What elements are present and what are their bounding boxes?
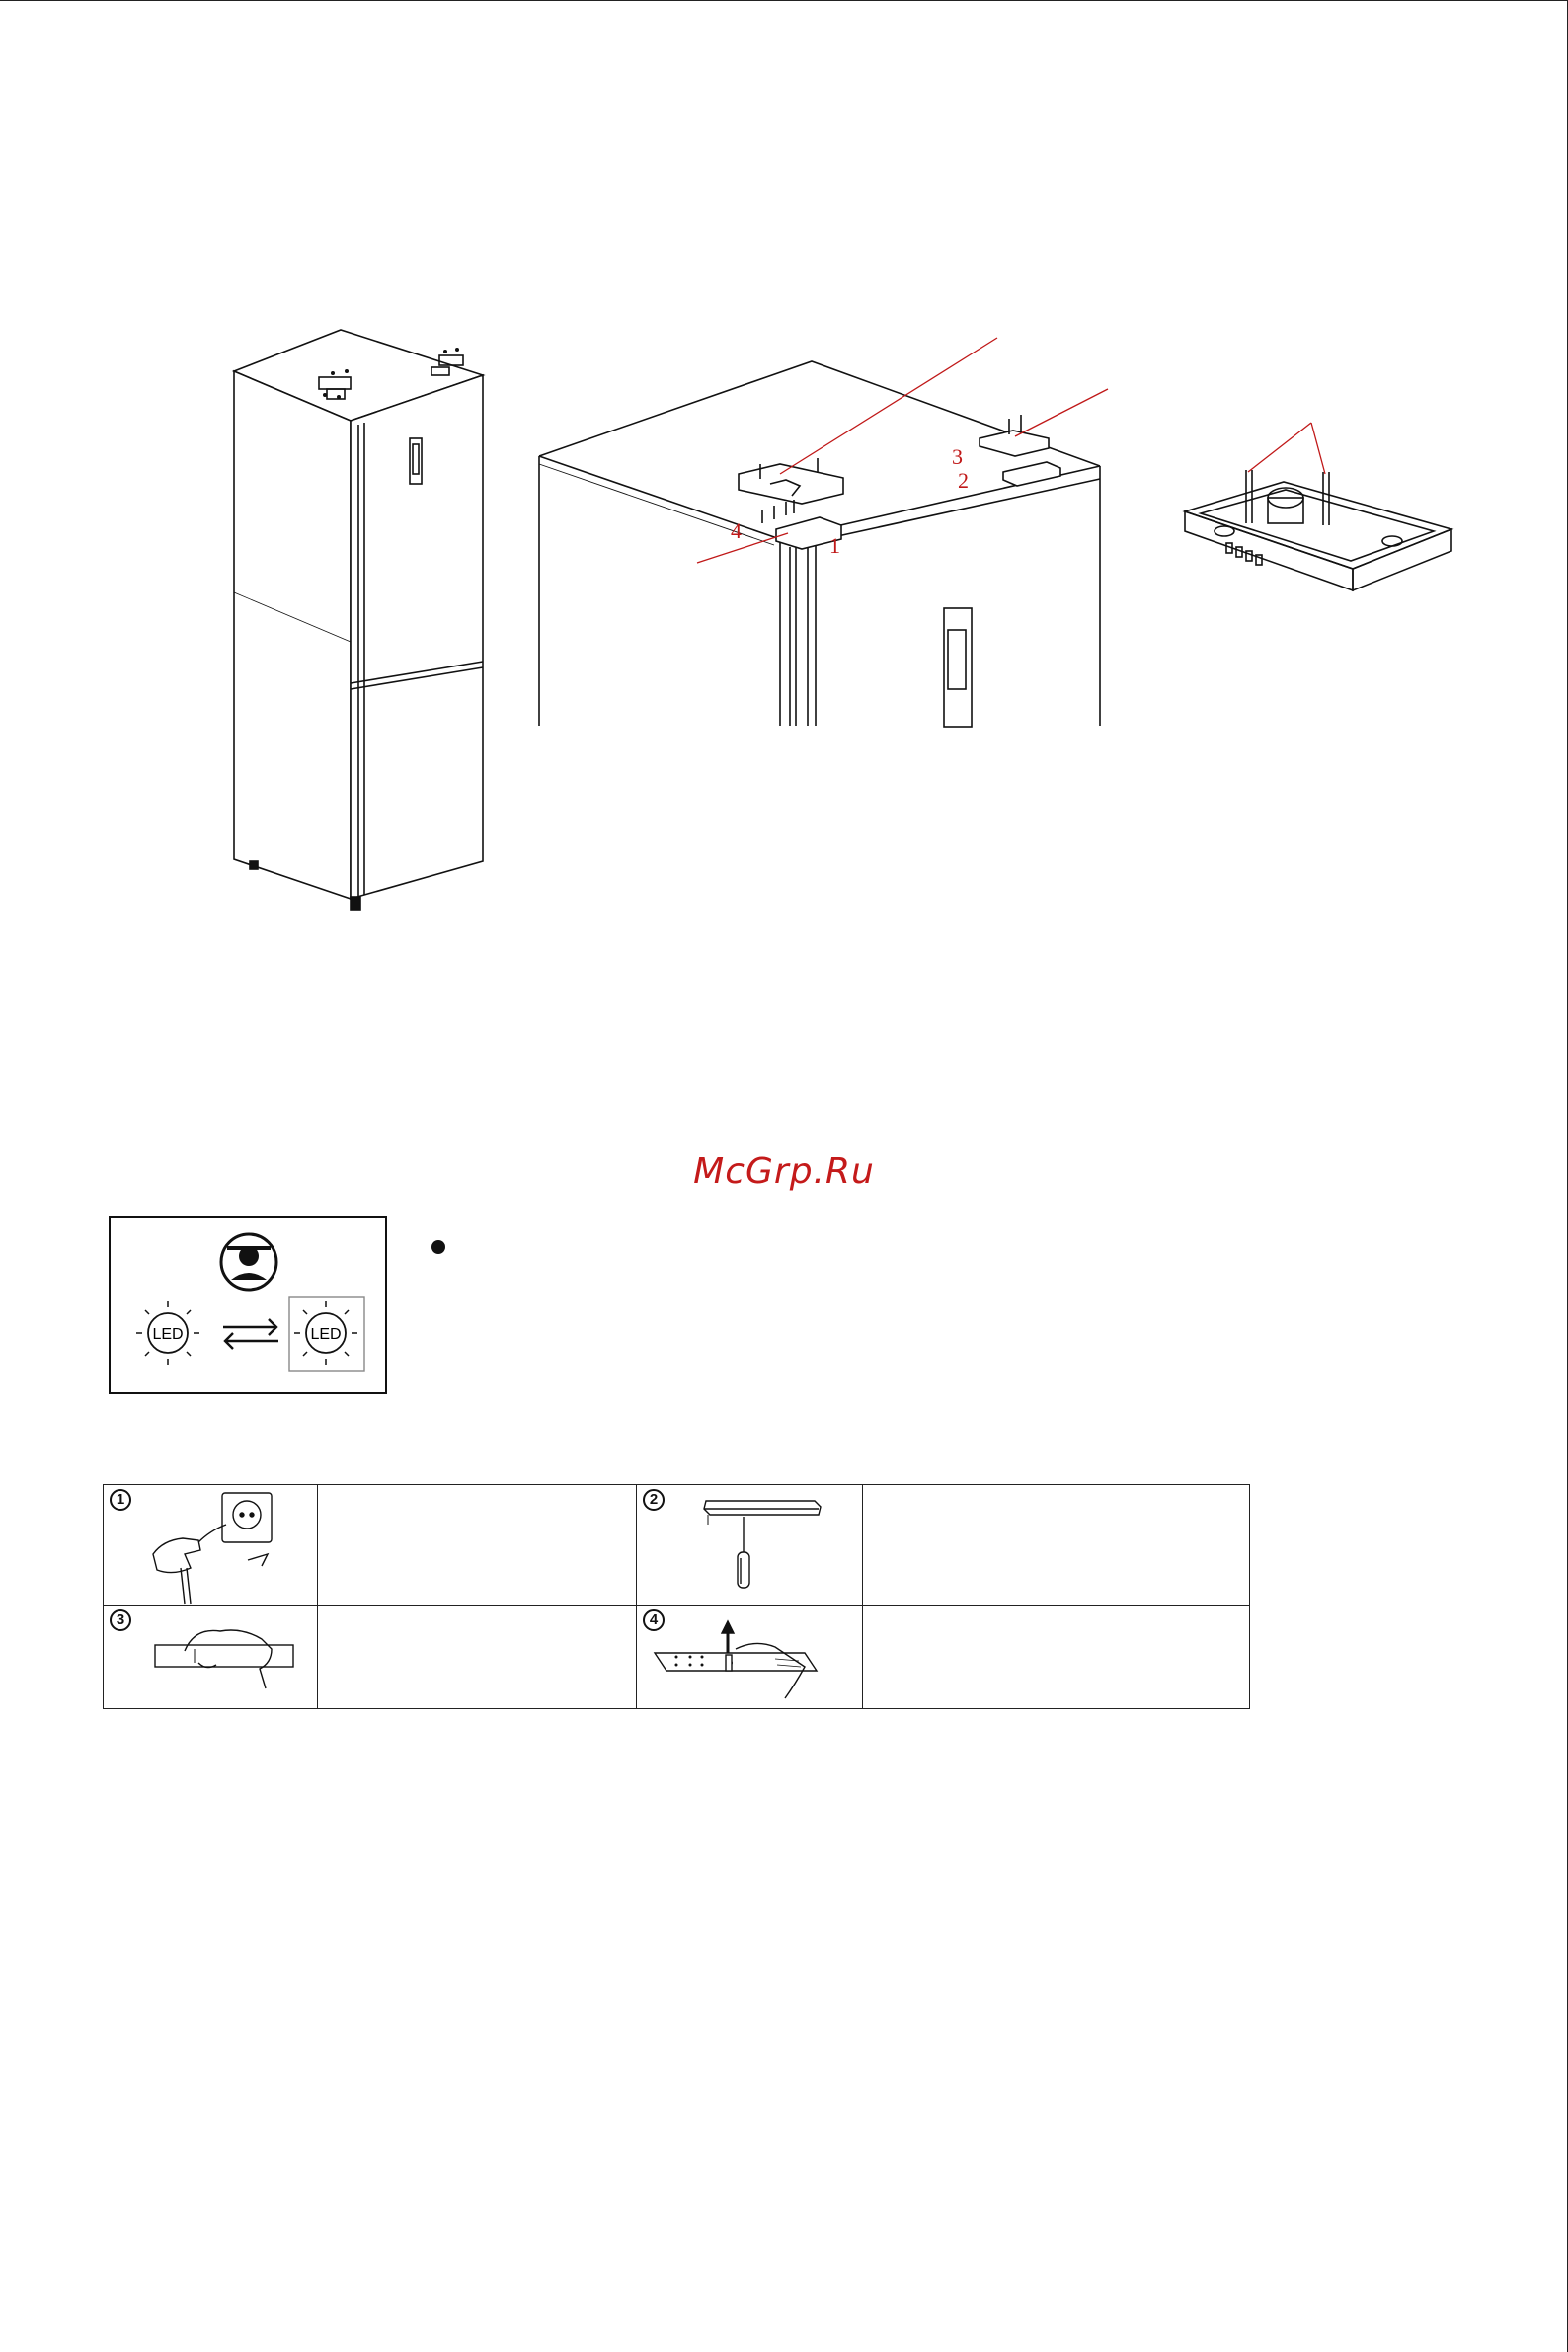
step-4-number: 4: [643, 1609, 665, 1631]
page-top-border: [0, 0, 1568, 1]
watermark-text: McGrp.Ru: [693, 1151, 875, 1192]
step-2-text-cell: [863, 1485, 1250, 1606]
technician-icon: [221, 1234, 276, 1290]
step-1-text-cell: [318, 1485, 637, 1606]
callout-4: 4: [731, 518, 742, 543]
led-left-label: LED: [152, 1326, 184, 1343]
step-1-image-cell: [104, 1485, 318, 1606]
step-2-image-cell: [637, 1485, 863, 1606]
led-right-icon: [289, 1297, 364, 1371]
led-service-icon-box: [109, 1216, 387, 1394]
led-left-icon: [136, 1301, 199, 1365]
swap-arrows-icon: [223, 1319, 278, 1349]
hinge-cover-part-illustration: [1165, 415, 1461, 622]
step-3-image-cell: [104, 1606, 318, 1709]
pull-led-strip-icon: [637, 1606, 862, 1708]
screwdriver-cover-icon: [637, 1485, 862, 1605]
step-2-number: 2: [643, 1489, 665, 1511]
callout-3: 3: [952, 444, 963, 469]
step-4-image-cell: [637, 1606, 863, 1709]
led-right-label: LED: [310, 1326, 342, 1343]
fridge-full-illustration: [222, 316, 509, 918]
remove-cover-hand-icon: [104, 1606, 317, 1708]
callout-1: 1: [829, 533, 840, 558]
step-4-text-cell: [863, 1606, 1250, 1709]
bullet-point: [431, 1240, 445, 1254]
step-3-text-cell: [318, 1606, 637, 1709]
callout-2: 2: [958, 468, 969, 493]
unplug-power-cord-icon: [104, 1485, 317, 1605]
step-3-number: 3: [110, 1609, 131, 1631]
led-replacement-steps-table: [103, 1484, 1250, 1709]
step-1-number: 1: [110, 1489, 131, 1511]
hinge-detail-illustration: [533, 336, 1116, 731]
